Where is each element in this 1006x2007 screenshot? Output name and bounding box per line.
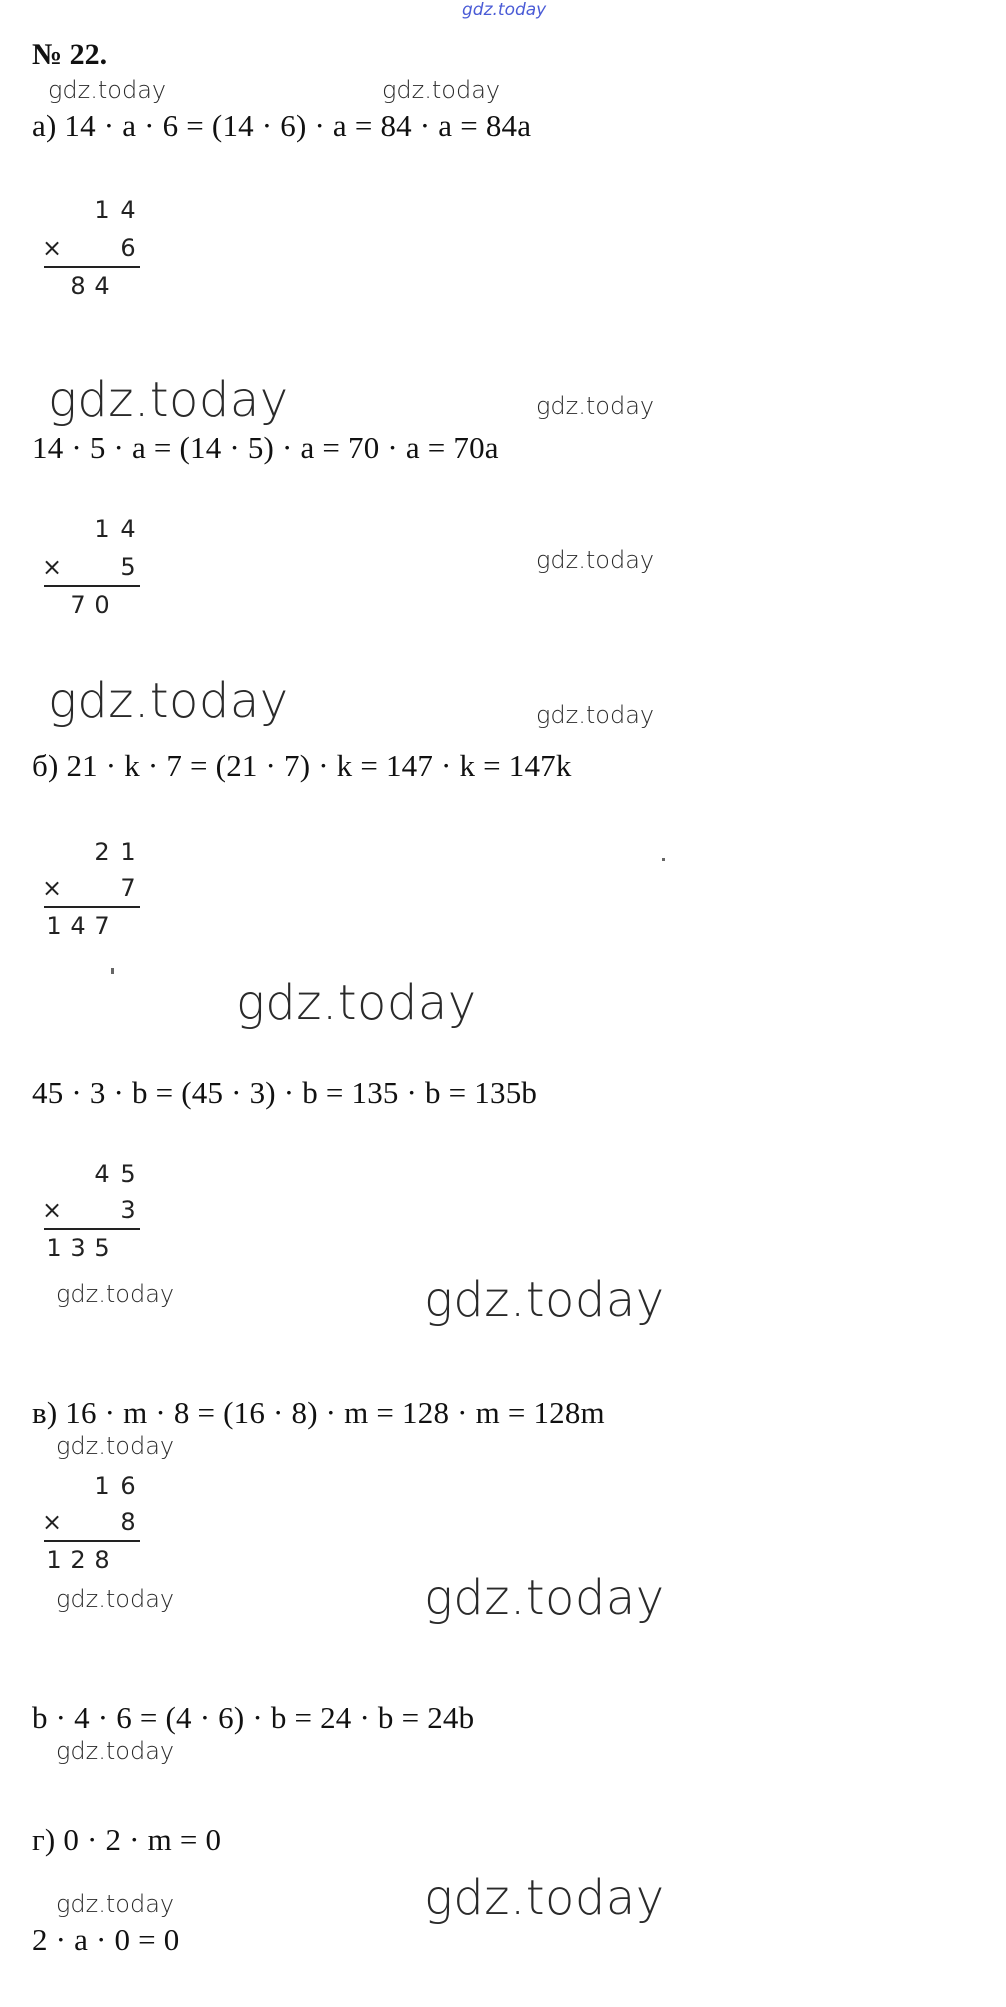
problem-title: № 22. <box>32 38 108 71</box>
equation-c1: в) 16 · m · 8 = (16 · 8) · m = 128 · m = 128m <box>32 1395 605 1430</box>
underline <box>44 1540 140 1542</box>
equation-c2: b · 4 · 6 = (4 · 6) · b = 24 · b = 24b <box>32 1700 475 1735</box>
digit: 1 <box>46 1546 62 1574</box>
header-watermark: gdz.today <box>462 0 547 20</box>
digit: 4 <box>70 912 86 940</box>
digit: 5 <box>120 1160 136 1188</box>
watermark: gdz.today <box>48 673 289 729</box>
digit: 3 <box>120 1196 136 1224</box>
watermark: gdz.today <box>56 1890 175 1918</box>
underline <box>44 585 140 587</box>
equation-b1: б) 21 · k · 7 = (21 · 7) · k = 147 · k = 147k <box>32 748 572 783</box>
digit: 4 <box>94 1160 110 1188</box>
watermark: gdz.today <box>48 76 167 104</box>
underline <box>44 1228 140 1230</box>
equation-d1: г) 0 · 2 · m = 0 <box>32 1822 222 1857</box>
multiply-sign: × <box>42 1508 63 1536</box>
watermark: gdz.today <box>56 1432 175 1460</box>
watermark: gdz.today <box>424 1870 665 1926</box>
digit: 6 <box>120 234 136 262</box>
underline <box>44 906 140 908</box>
digit: 2 <box>70 1546 86 1574</box>
watermark: gdz.today <box>56 1585 175 1613</box>
digit: 5 <box>94 1234 110 1262</box>
digit: 8 <box>120 1508 136 1536</box>
multiply-sign: × <box>42 234 63 262</box>
watermark: gdz.today <box>424 1272 665 1328</box>
digit: 4 <box>94 272 110 300</box>
digit: 5 <box>120 553 136 581</box>
underline <box>44 266 140 268</box>
digit: 7 <box>70 591 86 619</box>
digit: 6 <box>120 1472 136 1500</box>
digit: 3 <box>70 1234 86 1262</box>
multiply-sign: × <box>42 1196 63 1224</box>
equation-d2: 2 · a · 0 = 0 <box>32 1922 180 1957</box>
equation-a1: а) 14 · a · 6 = (14 · 6) · a = 84 · a = 84a <box>32 108 532 143</box>
digit: 1 <box>94 196 110 224</box>
stray-mark <box>662 858 665 861</box>
equation-b2: 45 · 3 · b = (45 · 3) · b = 135 · b = 135b <box>32 1075 538 1110</box>
watermark: gdz.today <box>56 1280 175 1308</box>
digit: 7 <box>120 874 136 902</box>
equation-a2: 14 · 5 · a = (14 · 5) · a = 70 · a = 70a <box>32 430 499 465</box>
digit: 7 <box>94 912 110 940</box>
multiply-sign: × <box>42 553 63 581</box>
watermark: gdz.today <box>382 76 501 104</box>
digit: 1 <box>120 838 136 866</box>
watermark: gdz.today <box>536 701 655 729</box>
digit: 8 <box>94 1546 110 1574</box>
multiply-sign: × <box>42 874 63 902</box>
digit: 1 <box>94 1472 110 1500</box>
digit: 4 <box>120 196 136 224</box>
digit: 8 <box>70 272 86 300</box>
digit: 1 <box>46 912 62 940</box>
stray-mark <box>111 968 114 974</box>
digit: 0 <box>94 591 110 619</box>
digit: 2 <box>94 838 110 866</box>
watermark: gdz.today <box>56 1737 175 1765</box>
watermark: gdz.today <box>48 372 289 428</box>
watermark: gdz.today <box>424 1570 665 1626</box>
digit: 1 <box>94 515 110 543</box>
watermark: gdz.today <box>536 546 655 574</box>
digit: 1 <box>46 1234 62 1262</box>
watermark: gdz.today <box>536 392 655 420</box>
digit: 4 <box>120 515 136 543</box>
watermark: gdz.today <box>236 975 477 1031</box>
